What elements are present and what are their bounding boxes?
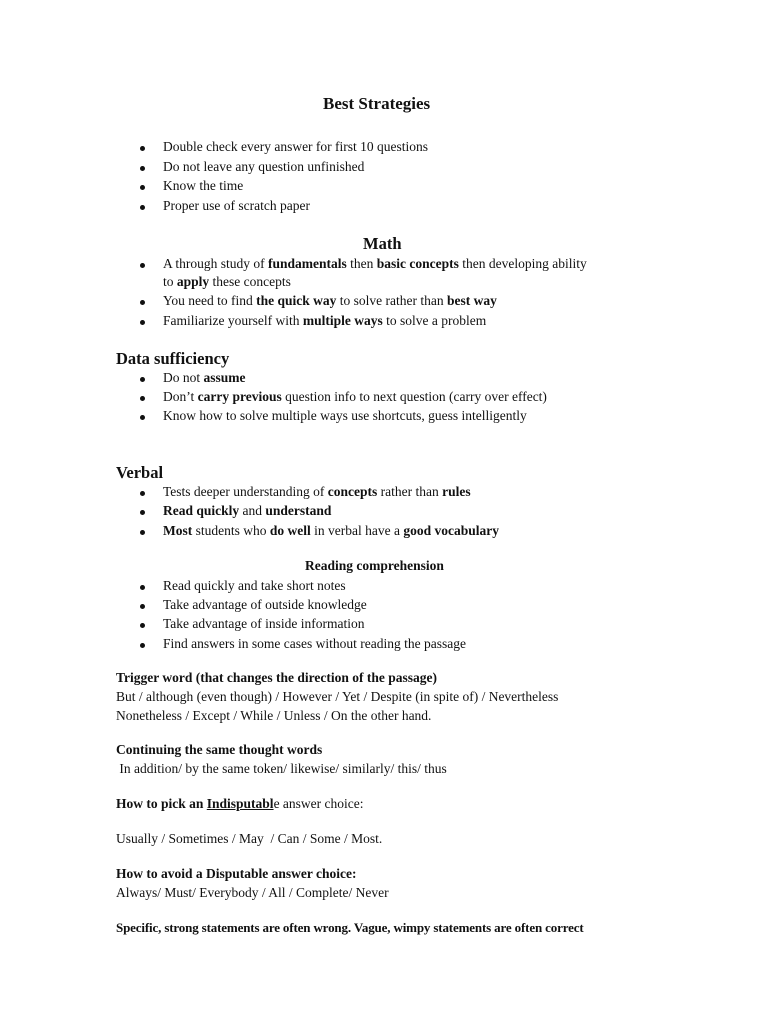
list-item: Take advantage of inside information — [163, 616, 365, 631]
list-item — [163, 256, 587, 272]
text-segment: rather than — [377, 484, 443, 499]
text-segment: Do not — [163, 370, 204, 385]
list-item: Do not leave any question unfinished — [163, 159, 365, 174]
text-segment: Most — [163, 523, 193, 538]
text-segment: understand — [265, 503, 332, 518]
text-segment: assume — [203, 370, 246, 385]
trigger-heading: Trigger word (that changes the direction of the passage) — [116, 670, 437, 685]
text-segment: A through study of — [163, 256, 269, 271]
closing-note: Specific, strong statements are often wrong. Vague, wimpy statements are often correct — [116, 920, 584, 935]
text-segment: to solve rather than — [336, 293, 447, 308]
list-item: Double check every answer for first 10 questions — [163, 139, 429, 154]
list-item — [163, 484, 471, 500]
text-segment: then — [346, 256, 377, 271]
indisputable-line: Usually / Sometimes / May / Can / Some / Most. — [116, 831, 383, 846]
text-segment: basic concepts — [376, 256, 459, 271]
list-item: Proper use of scratch paper — [163, 198, 310, 213]
text-segment: and — [239, 503, 266, 518]
text-segment: to solve a problem — [382, 313, 487, 328]
text-segment: students who — [192, 523, 270, 538]
verbal-heading: Verbal — [116, 463, 164, 482]
text-segment: multiple ways — [302, 313, 383, 328]
trigger-line-2: Nonetheless / Except / While / Unless / On the other hand. — [116, 708, 432, 723]
text-segment: Read quickly — [163, 503, 240, 518]
text-segment: How to pick an — [116, 796, 207, 811]
list-item — [163, 503, 331, 519]
text-segment: concepts — [327, 484, 378, 499]
list-item: Know the time — [163, 178, 244, 193]
page-title: Best Strategies — [323, 94, 431, 113]
text-segment: to — [163, 274, 177, 289]
text-segment: the quick way — [256, 293, 337, 308]
disputable-line: Always/ Must/ Everybody / All / Complete/ Never — [116, 885, 389, 900]
list-item: Read quickly and take short notes — [163, 578, 346, 593]
text-segment: good vocabulary — [403, 523, 499, 538]
text-segment: question info to next question (carry over effect) — [281, 389, 547, 404]
disputable-heading: How to avoid a Disputable answer choice: — [116, 866, 357, 881]
text-segment: rules — [442, 484, 471, 499]
text-segment: then developing ability — [458, 256, 587, 271]
list-item — [163, 523, 499, 539]
text-segment: Familiarize yourself with — [163, 313, 303, 328]
text-segment: best way — [447, 293, 497, 308]
list-item: Know how to solve multiple ways use shortcuts, guess intelligently — [163, 408, 527, 423]
list-item — [163, 293, 497, 309]
text-segment: apply — [176, 274, 210, 289]
text-segment: You need to find — [163, 293, 257, 308]
text-segment: these concepts — [209, 274, 291, 289]
text-segment: carry previous — [197, 389, 282, 404]
data-sufficiency-heading: Data sufficiency — [116, 349, 230, 368]
indisputable-heading — [116, 796, 364, 812]
text-segment: Indisputabl — [206, 796, 274, 811]
text-segment: in verbal have a — [310, 523, 404, 538]
list-item — [163, 313, 486, 329]
list-item-continuation — [163, 274, 291, 290]
continuing-line: In addition/ by the same token/ likewise/ similarly/ this/ thus — [116, 761, 447, 776]
list-item — [163, 370, 246, 386]
list-item: Find answers in some cases without reading the passage — [163, 636, 466, 651]
text-segment: fundamentals — [268, 256, 347, 271]
continuing-heading: Continuing the same thought words — [116, 742, 323, 757]
list-item: Take advantage of outside knowledge — [163, 597, 367, 612]
text-segment: Tests deeper understanding of — [163, 484, 328, 499]
list-item — [163, 389, 547, 405]
reading-heading: Reading comprehension — [305, 558, 444, 573]
text-segment: Don’t — [163, 389, 198, 404]
math-heading: Math — [363, 234, 402, 253]
text-segment: do well — [269, 523, 311, 538]
trigger-line-1: But / although (even though) / However / Yet / Despite (in spite of) / Nevertheless — [116, 689, 559, 704]
text-segment: e answer choice: — [273, 796, 364, 811]
